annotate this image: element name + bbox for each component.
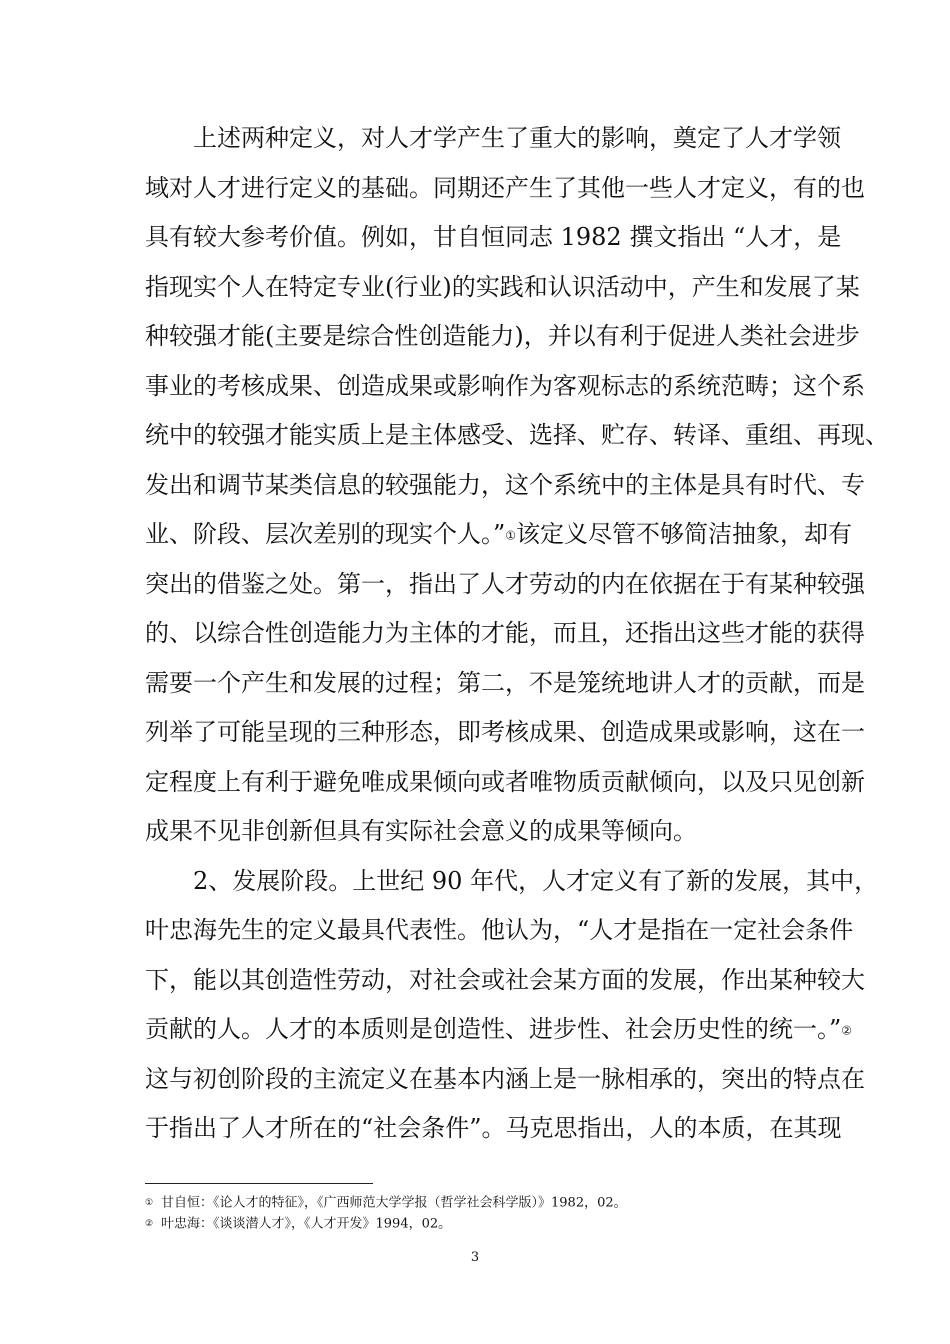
text-line: 事业的考核成果、创造成果或影响作为客观标志的系统范畴；这个系 xyxy=(145,371,865,400)
footnote-1 xyxy=(145,1193,810,1214)
footnote-divider xyxy=(145,1183,373,1184)
text-segment: 业、阶段、层次差别的现实个人。” xyxy=(145,520,506,548)
footnote-ref-1[interactable]: ① xyxy=(505,528,517,543)
footnote-mark: ① xyxy=(145,1198,154,1208)
text-line: 种较强才能(主要是综合性创造能力)，并以有利于促进人类社会进步 xyxy=(145,322,860,350)
text-segment: 该定义尽管不够简洁抽象，却有 xyxy=(516,520,853,548)
text-line: 定程度上有利于避免唯成果倾向或者唯物质贡献倾向，以及只见创新 xyxy=(145,767,865,796)
footnote-text: 叶忠海：《谈谈潜人才》，《人才开发》1994，02。 xyxy=(161,1216,452,1231)
footnote-2 xyxy=(145,1214,810,1235)
text-line: 需要一个产生和发展的过程；第二，不是笼统地讲人才的贡献，而是 xyxy=(145,668,865,697)
text-line: 发出和调节某类信息的较强能力，这个系统中的主体是具有时代、专 xyxy=(145,470,865,499)
text-line: 上述两种定义，对人才学产生了重大的影响，奠定了人才学领 xyxy=(145,124,841,152)
footnote-text: 甘自恒：《论人才的特征》，《广西师范大学学报（哲学社会科学版）》1982，02。 xyxy=(161,1195,627,1211)
footnotes xyxy=(145,1193,810,1234)
text-line: 下，能以其创造性劳动，对社会或社会某方面的发展，作出某种较大 xyxy=(145,965,865,994)
text-line: 统中的较强才能实质上是主体感受、选择、贮存、转译、重组、再现、 xyxy=(145,421,889,449)
text-line-with-footnote-ref xyxy=(145,1010,853,1060)
body-text xyxy=(145,119,889,1159)
text-line: 叶忠海先生的定义最具代表性。他认为，“人才是指在一定社会条件 xyxy=(145,916,854,944)
text-line: 域对人才进行定义的基础。同期还产生了其他一些人才定义，有的也 xyxy=(145,173,865,202)
footnote-ref-2[interactable]: ② xyxy=(841,1023,853,1038)
text-line: 2、发展阶段。上世纪 90 年代，人才定义有了新的发展，其中， xyxy=(145,866,879,895)
text-line: 于指出了人才所在的“社会条件”。马克思指出，人的本质，在其现 xyxy=(145,1114,842,1142)
text-line: 列举了可能呈现的三种形态，即考核成果、创造成果或影响，这在一 xyxy=(145,718,865,746)
text-line: 指现实个人在特定专业(行业)的实践和认识活动中，产生和发展了某 xyxy=(145,272,860,301)
text-line: 的、以综合性创造能力为主体的才能，而且，还指出这些才能的获得 xyxy=(145,619,865,647)
text-line-with-footnote-ref xyxy=(145,515,853,565)
text-line: 突出的借鉴之处。第一，指出了人才劳动的内在依据在于有某种较强 xyxy=(145,569,865,598)
text-line: 具有较大参考价值。例如，甘自恒同志 1982 撰文指出 “人才，是 xyxy=(145,223,842,251)
text-segment: 贡献的人。人才的本质则是创造性、进步性、社会历史性的统一。” xyxy=(145,1015,842,1043)
text-line: 这与初创阶段的主流定义在基本内涵上是一脉相承的，突出的特点在 xyxy=(145,1064,865,1093)
text-line: 成果不见非创新但具有实际社会意义的成果等倾向。 xyxy=(145,817,697,845)
page-number: 3 xyxy=(470,1250,480,1265)
footnote-mark: ② xyxy=(145,1218,154,1229)
